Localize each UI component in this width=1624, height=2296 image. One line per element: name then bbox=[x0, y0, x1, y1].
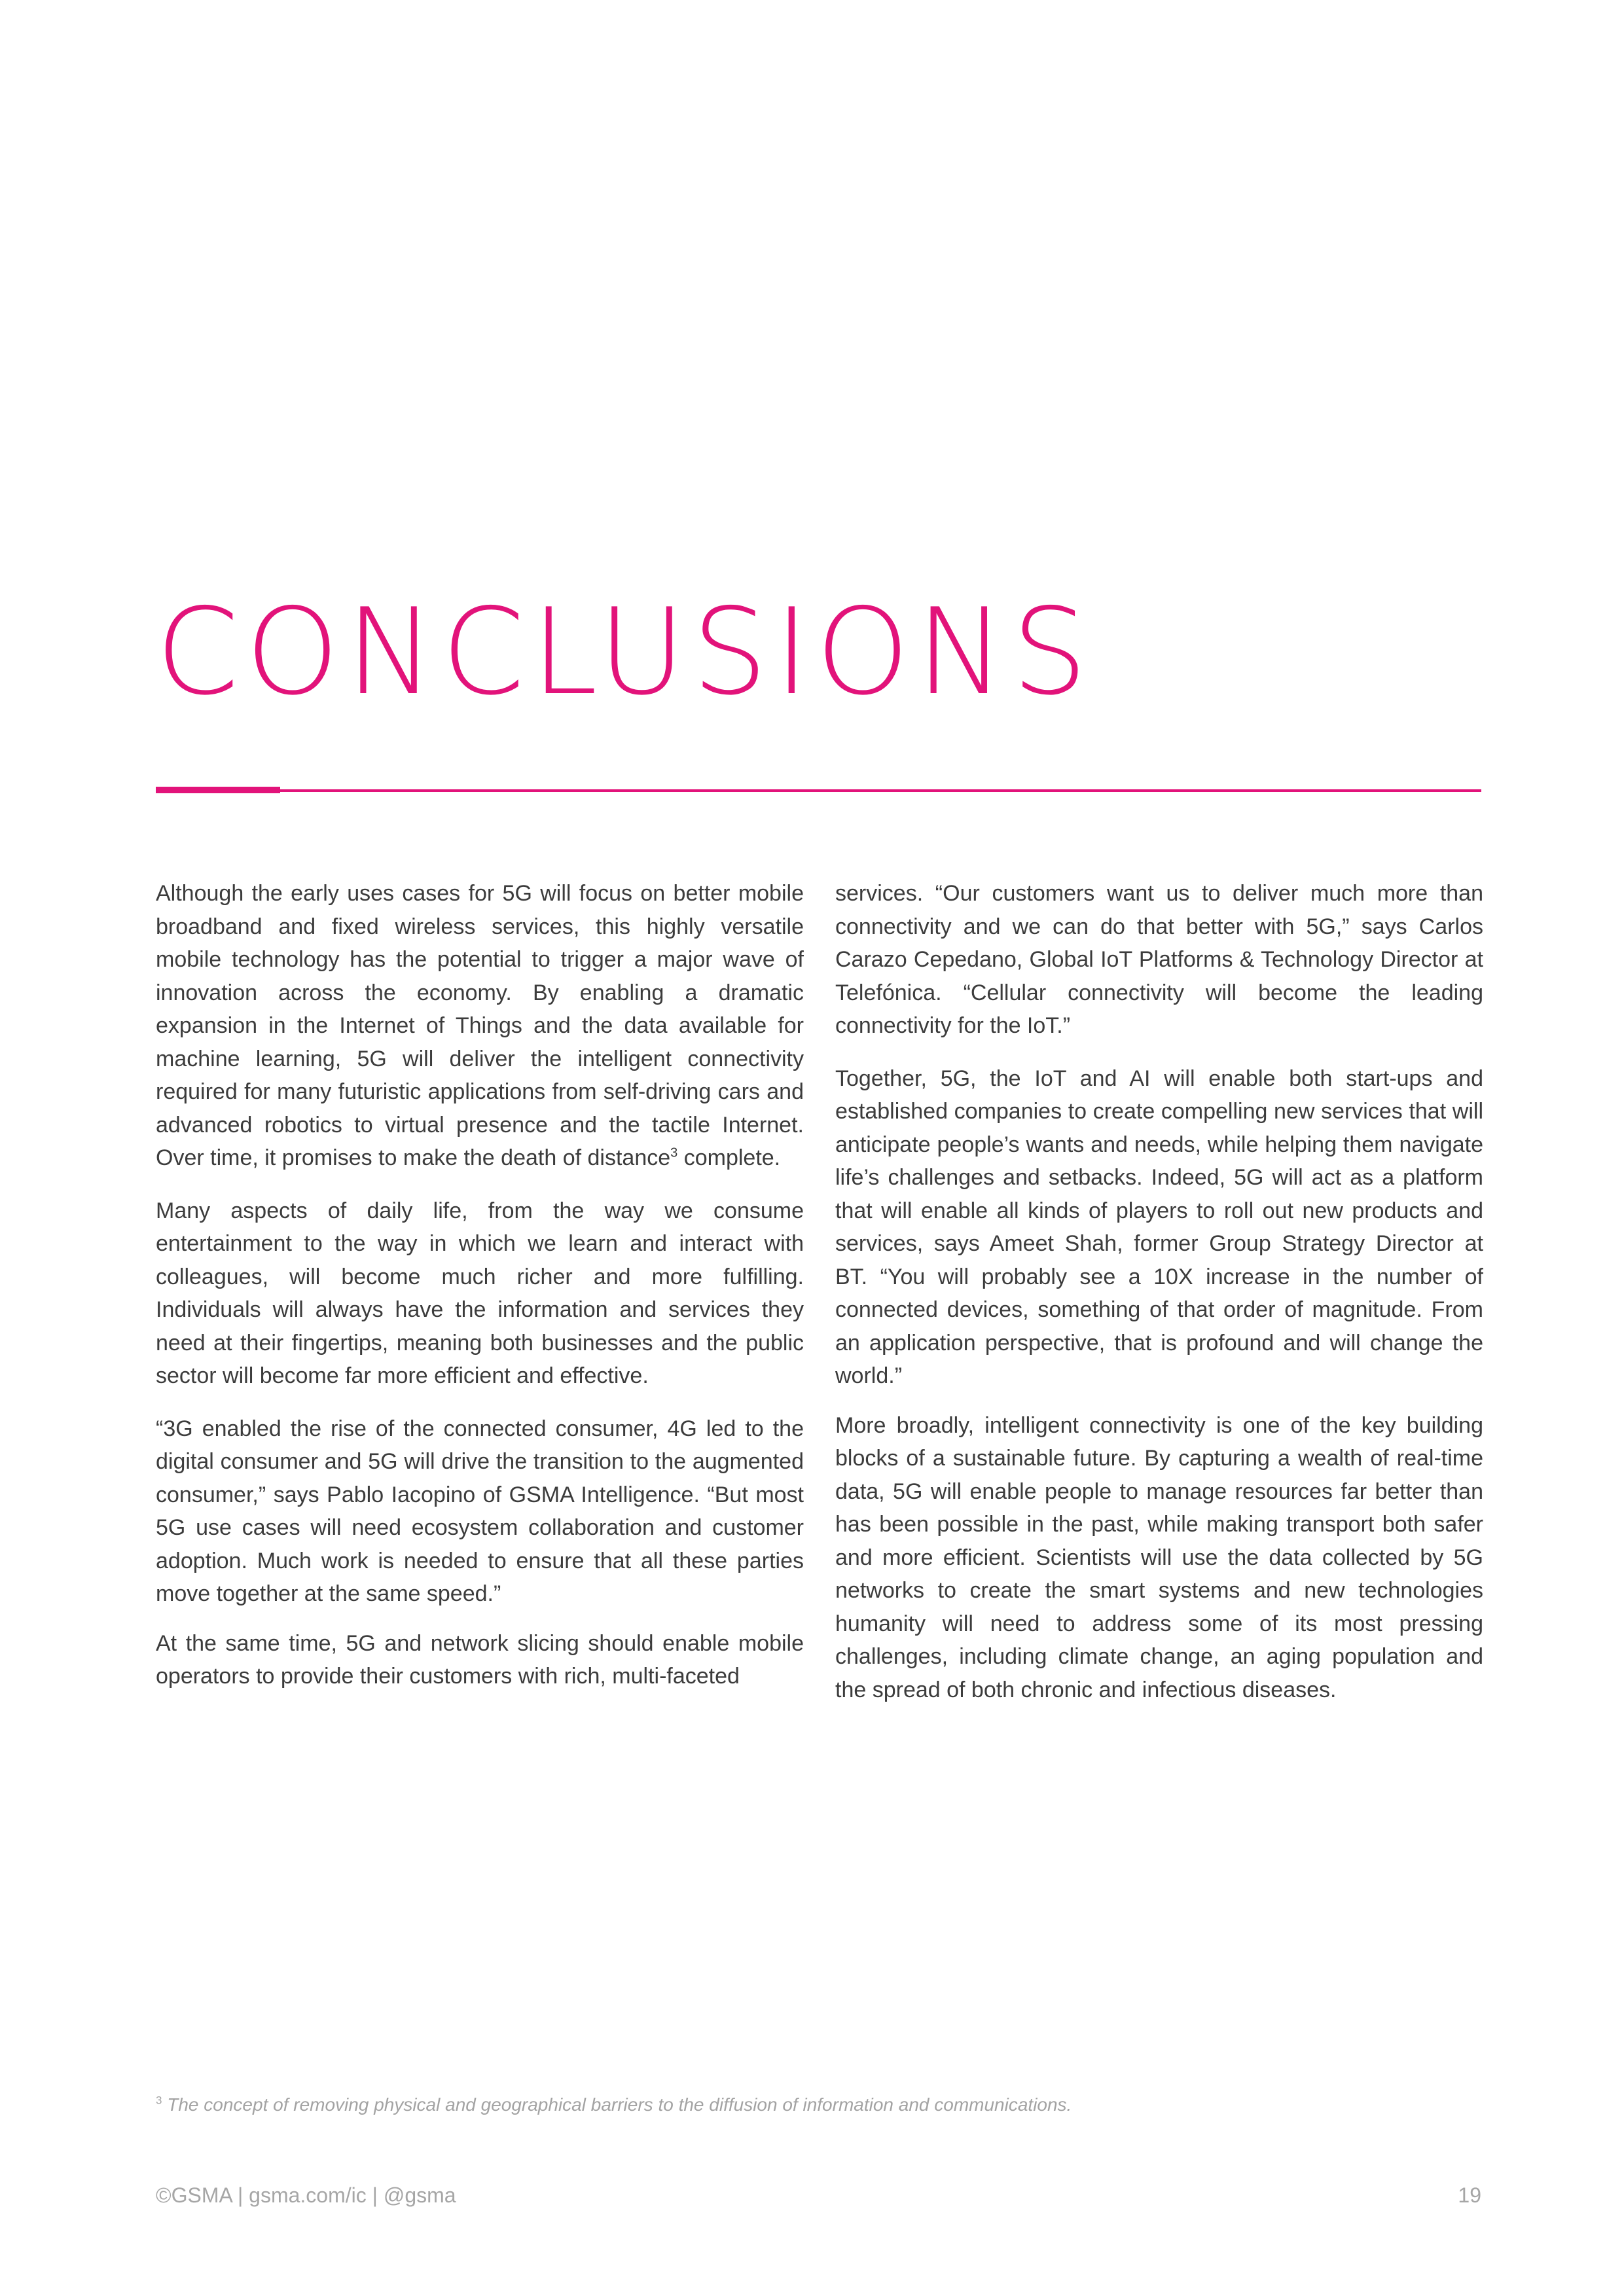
paragraph-network-slicing: At the same time, 5G and network slicing should enable mobile operators to provide their customers with rich, multi-faceted bbox=[156, 1630, 804, 1689]
footnote-text: The concept of removing physical and geographical barriers to the diffusion of information and communications. bbox=[162, 2094, 1072, 2115]
paragraph-intro-text: Although the early uses cases for 5G will focus on better mobile broadband and fixed wireless services, this highly versatile mobile technology has the potential to trigger a major wave of innovation across the economy. By enabling a dramatic expansion in the Internet of Things and the data available for machine learning, 5G will deliver the intelligent connectivity required for many futuristic applications from self-driving cars and advanced robotics to virtual presence and the tactile Internet. Over time, it promises to make the death of distance bbox=[156, 881, 804, 1170]
footer-credits: ©GSMA | gsma.com/ic | @gsma bbox=[156, 2183, 456, 2207]
page-title: CONCLUSIONS bbox=[156, 583, 1094, 721]
paragraph-quote-carazo: services. “Our customers want us to deliver much more than connectivity and we can do that better with 5G,” says Carlos Carazo Cepedano, Global IoT Platforms & Technology Director at Telefónica. “Cellular connectivity will become the leading connectivity for the IoT.” bbox=[835, 881, 1483, 1038]
left-column bbox=[156, 877, 804, 1713]
title-divider-accent bbox=[156, 787, 280, 793]
paragraph-quote-iacopino: “3G enabled the rise of the connected consumer, 4G led to the digital consumer and 5G will drive the transition to the augmented consumer,” says Pablo Iacopino of GSMA Intelligence. “But most 5G use cases will need ecosystem collaboration and customer adoption. Much work is needed to ensure that all these parties move together at the same speed.” bbox=[156, 1416, 804, 1606]
title-divider bbox=[156, 789, 1481, 792]
paragraph-sustainable-future: More broadly, intelligent connectivity is one of the key building blocks of a sustainable future. By capturing a wealth of real-time data, 5G will enable people to manage resources far better than has been possible in the past, while making transport both safer and more efficient. Scientists will use the data collected by 5G networks to create the smart systems and new technologies humanity will need to address some of its most pressing challenges, including climate change, an aging population and the spread of both chronic and infectious diseases. bbox=[835, 1412, 1483, 1702]
paragraph-daily-life: Many aspects of daily life, from the way we consume entertainment to the way in which we learn and interact with colleagues, will become much richer and more fulfilling. Individuals will always have the information and services they need at their fingertips, meaning both businesses and the public sector will become far more efficient and effective. bbox=[156, 1198, 804, 1388]
footnote bbox=[156, 2092, 1481, 2118]
footnote-ref-3[interactable]: 3 bbox=[670, 1145, 678, 1160]
footnote-number: 3 bbox=[156, 2094, 162, 2107]
right-column bbox=[835, 877, 1483, 1726]
paragraph-intro-end: complete. bbox=[677, 1145, 781, 1170]
paragraph-iot-ai: Together, 5G, the IoT and AI will enable both start-ups and established companies to create compelling new services that will anticipate people’s wants and needs, while helping them navigate life’s challenges and setbacks. Indeed, 5G will act as a platform that will enable all kinds of players to roll out new products and services, says Ameet Shah, former Group Strategy Director at BT. “You will probably see a 10X increase in the number of connected devices, something of that order of magnitude. From an application perspective, that is profound and will change the world.” bbox=[835, 1066, 1483, 1388]
paragraph-intro bbox=[156, 877, 804, 1175]
page-number: 19 bbox=[1458, 2183, 1481, 2207]
page-footer bbox=[156, 2182, 1481, 2208]
